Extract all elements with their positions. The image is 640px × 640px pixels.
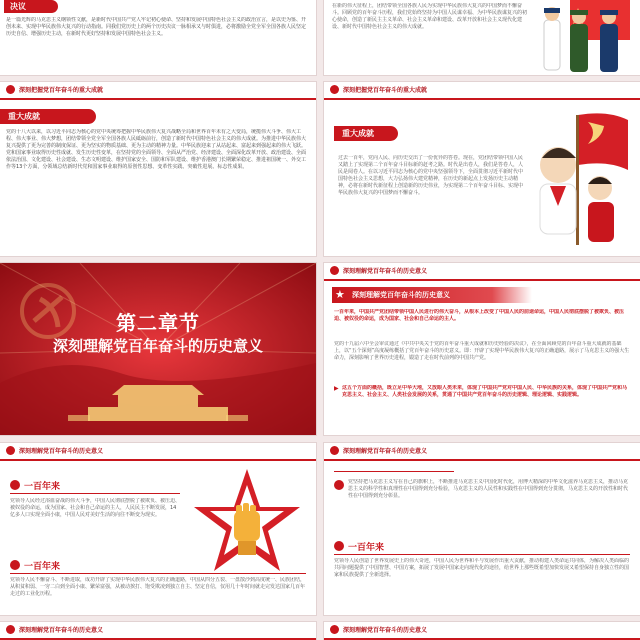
subheading-underline bbox=[334, 471, 454, 472]
slide-body-text: 党的十八大以来，以习近平同志为核心的党中央统筹把握中华民族伟大复兴战略全局和世界百年未有之大变局，统揽伟大斗争、伟大工程、伟大事业、伟大梦想，团结带领全党全军全国各族人民砥砺前行，创造了新时代中国特色社会主义的伟大成就。为推进中华民族伟大复兴提供了更为完善的制度保证、更为坚实的物质基础、更为主动的精神力量。中华民族迎来了从站起来、富起来到强起来的伟大飞跃。党和国家事业取得历史性成就、发生历史性变革，在坚持党的全面领导、全面从严治党、经济建设、全面深化改革开放、政治建设、全面依法治国、文化建设、社会建设、生态文明建设、维护国家安全、国防和军队建设、维护香港澳门长期繁荣稳定、推进祖国统一、外交工作等13个方面，分领域总结新时代党和国家事业取得的原创性思想、变革性实践、突破性进展、标志性成果。 bbox=[6, 129, 307, 170]
party-emblem-icon bbox=[6, 446, 15, 455]
slide-body-text: 过去一百年，党向人民、向历史交出了一份优异的答卷。现在，党团结带领中国人民又踏上了实现第二个百年奋斗目标新的赶考之路。时代是出卷人，我们是答卷人，人民是阅卷人。在以习近平同志为核心的党中央坚强领导下，全面贯彻习近平新时代中国特色社会主义思想，大力弘扬伟大建党精神，在历史的新起点上发扬历史主动精神，必将在新时代新征程上创造新的历史伟业，为实现第二个百年奋斗目标、实现中华民族伟大复兴的中国梦而不懈奋斗。 bbox=[338, 155, 524, 196]
party-emblem-icon bbox=[6, 625, 15, 634]
party-emblem-icon bbox=[330, 85, 339, 94]
slide-hundred-years-left[interactable] bbox=[0, 443, 316, 615]
honor-guard-illustration bbox=[530, 0, 640, 75]
section-banner: 重大成就 bbox=[0, 109, 96, 124]
subheading: 一百年来 bbox=[24, 482, 61, 492]
slide-header bbox=[0, 622, 316, 640]
slide-header bbox=[324, 263, 640, 281]
slide-header bbox=[324, 82, 640, 100]
slide-header bbox=[324, 443, 640, 461]
slide-next-left[interactable] bbox=[0, 622, 316, 640]
tiananmen-silhouette bbox=[68, 383, 248, 423]
section-banner: 重大成就 bbox=[334, 126, 398, 141]
party-emblem-icon bbox=[330, 625, 339, 634]
slide-header-title: 深刻理解党百年奋斗的历史意义 bbox=[343, 627, 428, 634]
slide-body-text: 是一篇光辉的马克思主义纲领性文献，是新时代中国共产党人牢记初心使命、坚持和发展中国特色社会主义的政治宣言，是以史为鉴、开创未来、实现中华民族伟大复兴的行动指南。同我们党历史上的两个历史决议一脉相承又与时俱进，必将激励全党全军全国各族人民坚定历史自信、增强历史主动，在新时代更好坚持和发展中国特色社会主义。 bbox=[6, 17, 306, 37]
chapter-label: 第二章节 bbox=[116, 311, 200, 335]
party-emblem-icon bbox=[330, 446, 339, 455]
slide-body-text: 党领导人民创造了世界发展史上的伟大奇迹，中国人民为世界和平与发展作出重大贡献，推动构建人类命运共同体，为解决人类面临的共同问题提供了中国智慧、中国方案，拓展了发展中国家走向现代化的途径，给世界上那些既希望加快发展又希望保持自身独立性的国家和民族提供了全新选择。 bbox=[334, 558, 630, 578]
slide-body-text: 党领导人民不懈奋斗、不断进取，成功开辟了实现中华民族伟大复兴的正确道路，中国从四分五裂、一盘散沙到高度统一、民族团结，从积贫积弱、一穷二白到全面小康、繁荣富强，从被动挨打、饱受欺凌到独立自主、坚定自信，仅用几十年时间就走完发达国家几百年走过的工业化历程。 bbox=[10, 577, 306, 597]
flag-and-family-illustration bbox=[528, 110, 638, 250]
slide-hundred-years-right[interactable] bbox=[324, 443, 640, 615]
slide-achievements-left[interactable] bbox=[0, 82, 316, 256]
star-fist-illustration bbox=[192, 467, 302, 577]
slide-header bbox=[0, 443, 316, 461]
slide-header-title: 深刻把握党百年奋斗的重大成就 bbox=[19, 87, 104, 94]
slide-overview-top[interactable] bbox=[324, 0, 640, 75]
subheading-underline bbox=[10, 493, 180, 494]
slide-header-title: 深刻理解党百年奋斗的历史意义 bbox=[343, 268, 428, 275]
section-banner-label: 深刻理解党百年奋斗的历史意义 bbox=[352, 291, 450, 299]
bullet-text: 这五个方面的概括，既立足中华大地，又放眼人类未来，体现了中国共产党对中国人民、中华民族的关系，体现了中国共产党和马克思主义、社会主义、人类社会发展的关系，贯通了中国共产党百年奋斗的历史逻辑、理论逻辑、实践逻辑。 bbox=[342, 385, 628, 398]
subheading: 一百年来 bbox=[24, 562, 61, 572]
subheading: 一百年来 bbox=[348, 543, 385, 553]
slide-resolution[interactable] bbox=[0, 0, 316, 75]
chapter-title: 深刻理解党百年奋斗的历史意义 bbox=[52, 337, 263, 355]
slide-next-right[interactable] bbox=[324, 622, 640, 640]
slide-body-text: 在新的伟大征程上，团结带领全国各族人民为实现中华民族伟大复兴的中国梦而不懈奋斗。回顾党的百年奋斗历程，我们党始终坚持为中国人民谋幸福、为中华民族谋复兴的初心使命，创造了新民主主义革命、社会主义革命和建设、改革开放和社会主义现代化建设、新时代中国特色社会主义的伟大成就。 bbox=[332, 3, 528, 30]
party-emblem-icon bbox=[334, 541, 344, 551]
slide-achievements-right[interactable] bbox=[324, 82, 640, 256]
subheading-underline bbox=[10, 573, 306, 574]
slide-header-title: 深刻理解党百年奋斗的历史意义 bbox=[343, 448, 428, 455]
slide-historical-significance[interactable] bbox=[324, 263, 640, 435]
slide-body-text: 党坚持把马克思主义写在自己的旗帜上，不断推进马克思主义中国化时代化，用博大精深的中华文化滋养马克思主义，推动马克思主义的科学性和真理性在中国得到充分检验，马克思主义的人民性和实践性在中国得到充分贯彻，马克思主义的开放性和时代性在中国得到充分彰显。 bbox=[348, 479, 629, 499]
slide-header-title: 深刻把握党百年奋斗的重大成就 bbox=[343, 87, 428, 94]
slide-header bbox=[0, 82, 316, 100]
slide-body-text: 党的十九届六中全会审议通过《中共中央关于党的百年奋斗重大成就和历史经验的决议》，在全面回顾党的百年奋斗重大成就的基础上，以“五个深刻”高度凝练概括了党百年奋斗的历史意义。即：开辟了实现中华民族伟大复兴的正确道路，展示了马克思主义的强大生命力，深刻影响了世界历史进程，锻造了走在时代前列的中国共产党。 bbox=[334, 341, 630, 361]
lead-text: 一百年来，中国共产党团结带领中国人民进行的伟大奋斗，从根本上改变了中国人民的前途命运，中国人民彻底摆脱了被欺负、被压迫、被奴役的命运，成为国家、社会和自己命运的主人。 bbox=[334, 309, 625, 322]
slide-header-title: 深刻理解党百年奋斗的历史意义 bbox=[19, 448, 104, 455]
party-emblem-icon bbox=[10, 480, 20, 490]
subheading-underline bbox=[334, 554, 630, 555]
bullet-arrow-icon: ▶ bbox=[334, 385, 339, 392]
slide-heading-pill: 决议 bbox=[4, 0, 58, 13]
section-banner bbox=[332, 287, 532, 303]
slide-chapter-title[interactable] bbox=[0, 263, 316, 435]
slide-body-text: 党领导人民经过浴血奋战的伟大斗争，中国人民彻底摆脱了被欺负、被压迫、被奴役的命运，成为国家、社会和自己命运的主人，人民民主不断发展，14亿多人口实现全面小康，中国人民对美好生活的向往不断变为现实。 bbox=[10, 498, 180, 518]
party-emblem-icon bbox=[6, 85, 15, 94]
party-emblem-icon bbox=[10, 560, 20, 570]
party-emblem-icon bbox=[330, 266, 339, 275]
slide-header bbox=[324, 622, 640, 640]
slide-header-title: 深刻理解党百年奋斗的历史意义 bbox=[19, 627, 104, 634]
party-emblem-icon bbox=[334, 480, 344, 490]
star-icon: ★ bbox=[335, 288, 345, 301]
